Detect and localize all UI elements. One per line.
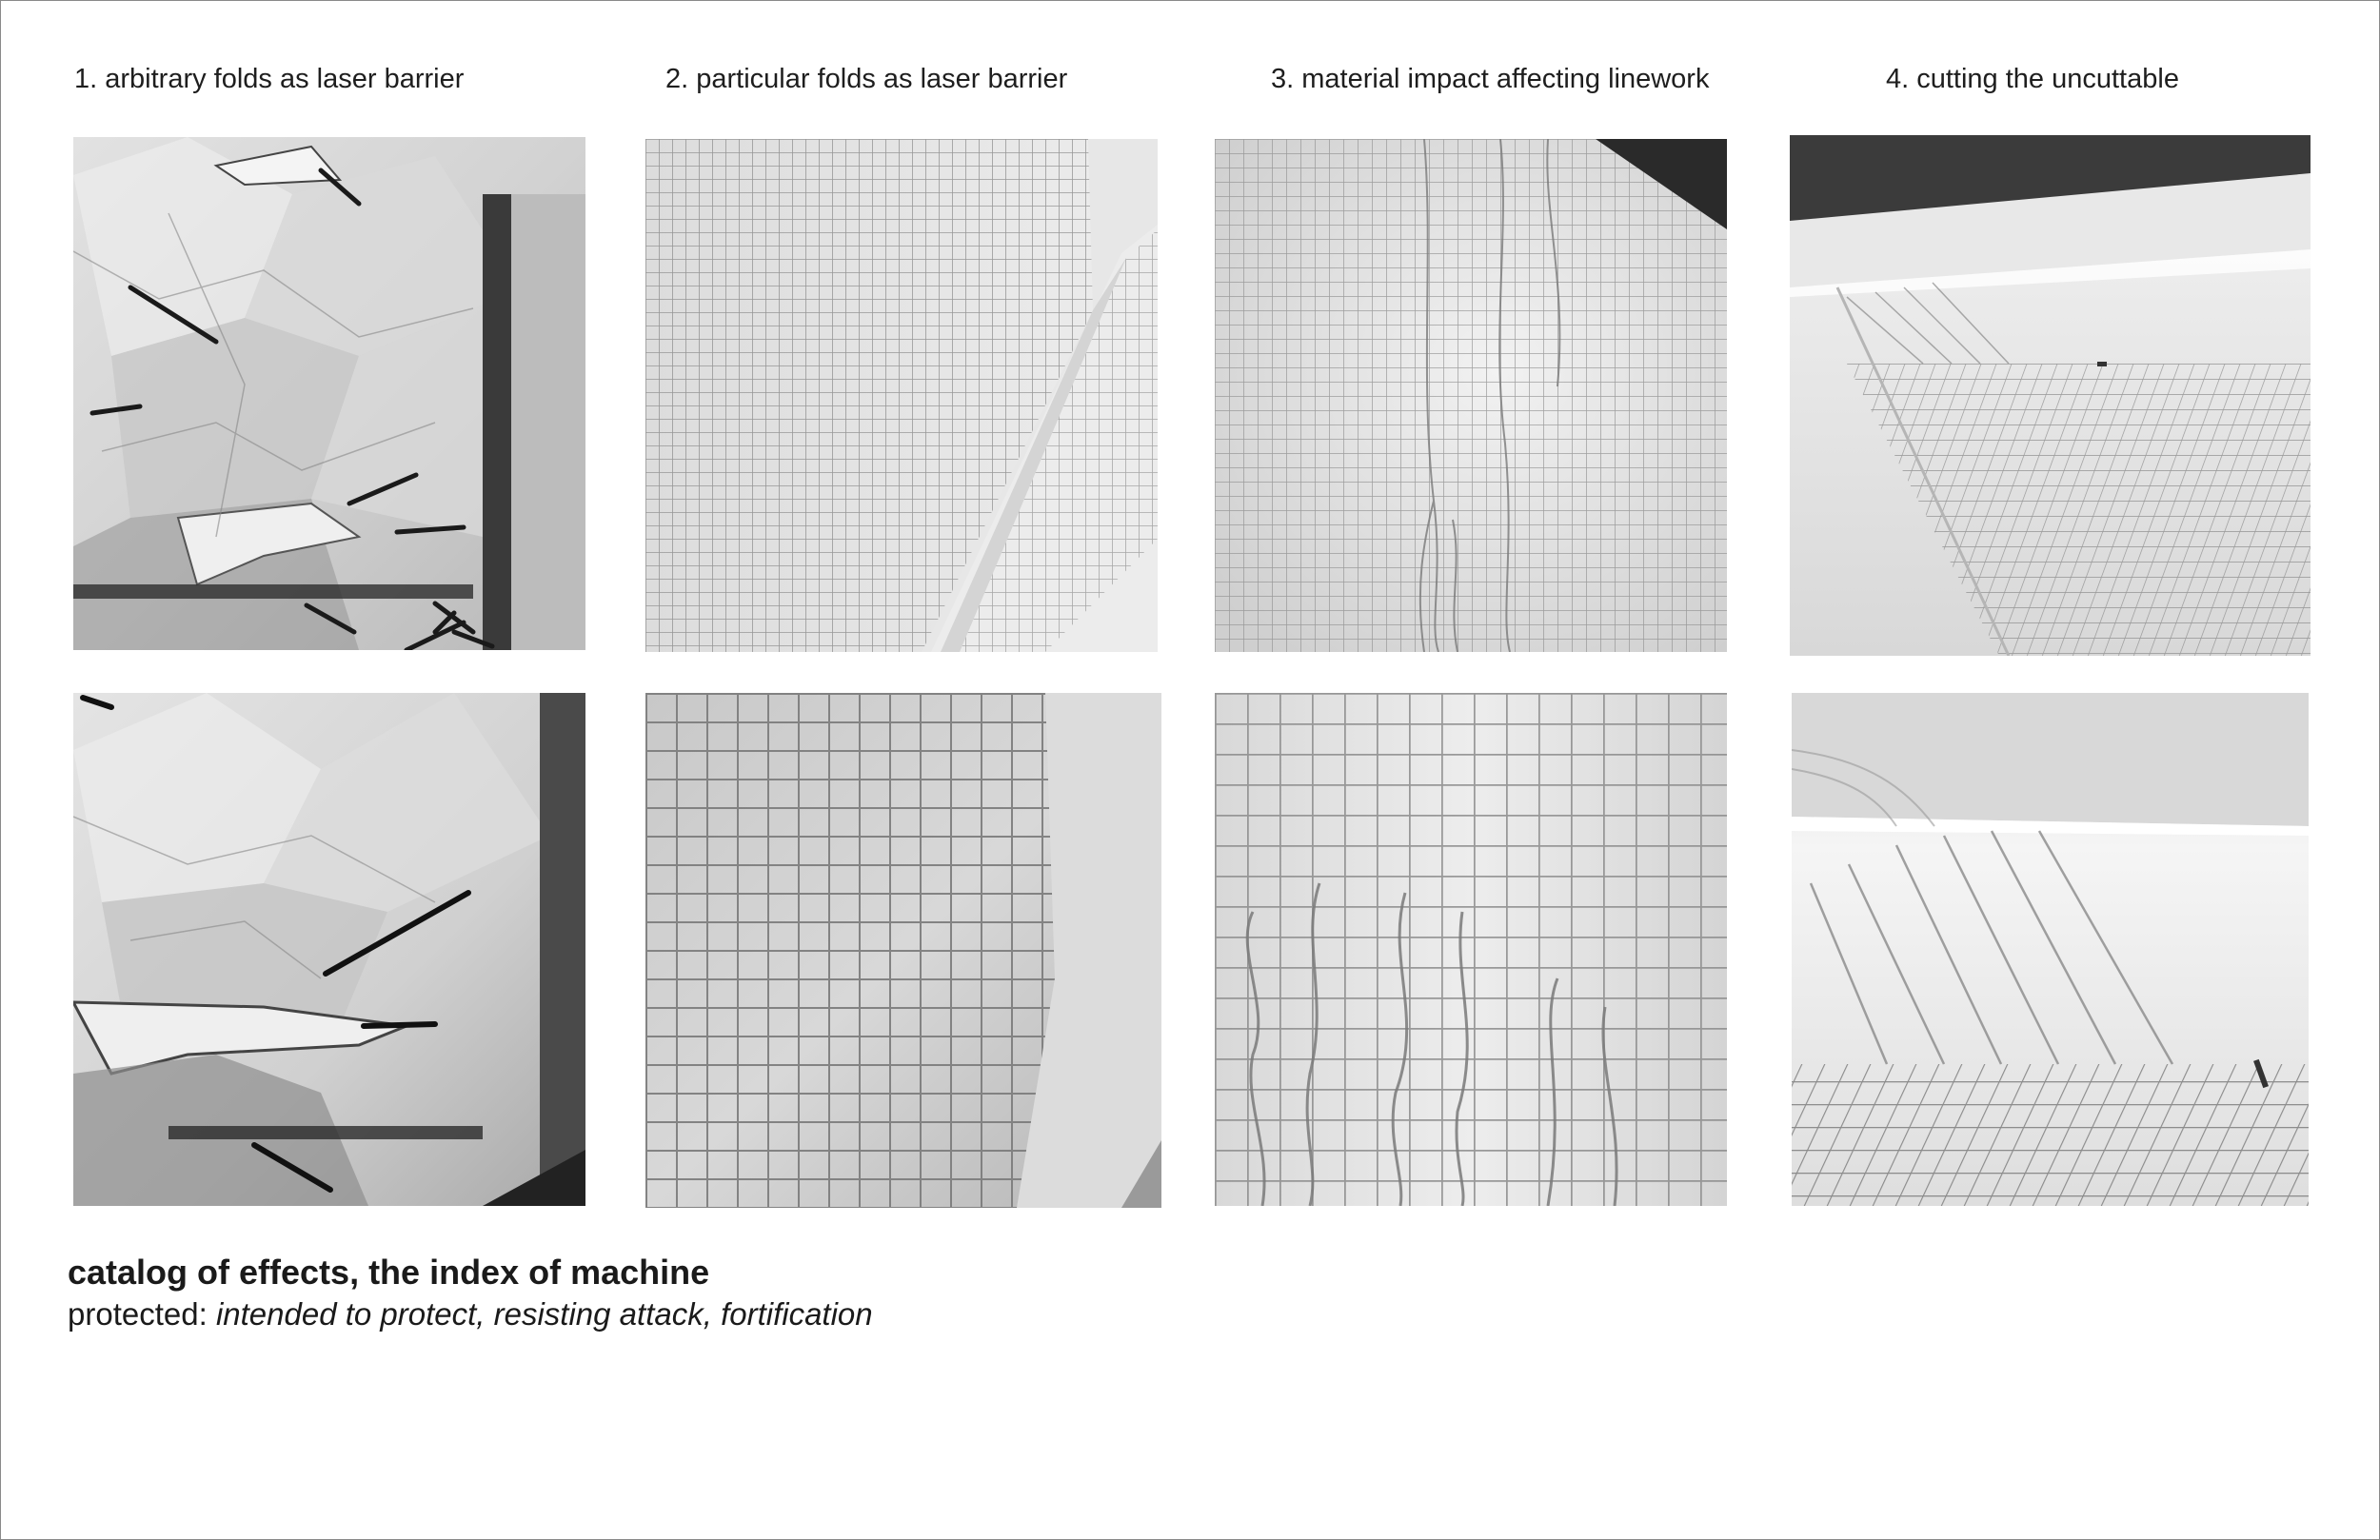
subtitle-italic: intended to protect, resisting attack, fortification xyxy=(215,1296,873,1332)
catalog-title: catalog of effects, the index of machine xyxy=(68,1253,710,1292)
photo-grid-angled-1 xyxy=(1790,135,2311,656)
photo-crumpled-paper-1 xyxy=(73,137,585,650)
column-title-2: 2. particular folds as laser barrier xyxy=(665,64,1068,94)
column-title-3: 3. material impact affecting linework xyxy=(1271,64,1710,94)
photo-crumpled-paper-2 xyxy=(73,693,585,1206)
photo-grid-distorted-2 xyxy=(1215,693,1727,1206)
column-title-4: 4. cutting the uncuttable xyxy=(1886,64,2179,94)
photo-grid-fold-2 xyxy=(645,693,1161,1208)
photo-grid-fold-1 xyxy=(645,139,1158,652)
subtitle-prefix: protected: xyxy=(68,1296,208,1332)
catalog-subtitle xyxy=(68,1295,873,1333)
column-title-1: 1. arbitrary folds as laser barrier xyxy=(74,64,465,94)
photo-grid-distorted-1 xyxy=(1215,139,1727,652)
photo-grid-angled-2 xyxy=(1792,693,2309,1206)
